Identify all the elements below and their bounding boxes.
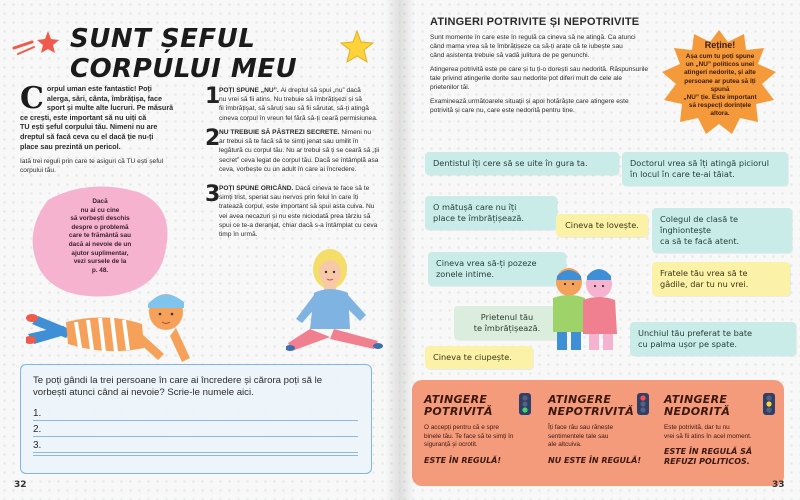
category-description xyxy=(664,424,776,441)
help-note-line: ajutor suplimentar, xyxy=(71,249,129,257)
category-description-line: Este potrivită, dar tu nu xyxy=(664,424,730,431)
category-verdict xyxy=(548,456,660,466)
intro-rules-text xyxy=(20,157,190,175)
rule-line: timp în urmă. xyxy=(219,231,258,239)
scenario-line: Prietenul tău xyxy=(480,312,534,322)
category-description-line: sentimentele tale sau xyxy=(548,432,609,440)
scenario-line: zonele intime. xyxy=(436,269,495,279)
paragraph-line: prietenilor tăi. xyxy=(430,83,470,91)
rule-number: 1 xyxy=(205,84,221,109)
rule-line: cineva corpul în vreun fel fără să-ți ceară permisiunea. xyxy=(219,114,378,122)
rule-line: ceva, vorbește cu un adult în care ai încredere. xyxy=(219,165,357,173)
scenario-card-dentist[interactable] xyxy=(425,152,619,175)
paragraph-3 xyxy=(430,98,658,116)
rule-line: vei avea necazuri și nu este niciodată prea târziu să xyxy=(219,212,371,220)
scenario-card-hit[interactable] xyxy=(556,214,648,237)
rule-number: 3 xyxy=(205,182,221,207)
scenario-card-aunt-hug[interactable] xyxy=(425,196,557,230)
paragraph-line: când asistenta trebuie să vadă julitura de pe genunchi. xyxy=(430,51,590,59)
category-verdict-line: ESTE ÎN REGULĂ! xyxy=(424,455,502,465)
answer-number: 1. xyxy=(33,408,42,419)
scenario-line: ca să te facă atent. xyxy=(660,236,740,246)
help-note-line: să vorbești deschis xyxy=(70,215,130,223)
boy-illustration xyxy=(26,278,194,374)
notice-line: „NU” ție. Este important xyxy=(683,94,757,102)
rule-line: Dacă cineva te face să te xyxy=(295,185,370,192)
rule-text xyxy=(219,184,385,239)
girl-illustration xyxy=(286,245,386,357)
paragraph-line: Sunt momente în care este în regulă ca cineva să ne atingă. Ca atunci xyxy=(430,34,636,41)
scenario-line: Doctorul vrea să îți atingă piciorul xyxy=(630,158,769,168)
intro-line: TU ești șeful corpului tău. Nimeni nu are xyxy=(20,122,158,132)
category-title-line: NEPOTRIVITĂ xyxy=(548,405,635,418)
traffic-light-yellow-icon xyxy=(762,392,776,418)
category-title xyxy=(664,394,776,418)
category-verdict-line: REFUZI POLITICOS. xyxy=(664,457,750,467)
rule-text xyxy=(219,128,385,174)
answer-line-2[interactable] xyxy=(33,423,358,437)
paragraph-line: potrivită și care nu, care este nedorită pentru tine. xyxy=(430,106,575,114)
paragraph-line: Examinează următoarele situații și apoi hotărăște care atingere este xyxy=(430,98,629,105)
notice-text xyxy=(678,40,762,119)
intro-line: dreptul să facă ceva cu el dacă ție nu-ți xyxy=(20,131,154,141)
rule-heading: NU TREBUIE SĂ PĂSTREZI SECRETE. xyxy=(219,129,342,136)
scenario-line: în locul în care te-ai tăiat. xyxy=(630,169,735,179)
category-description-line: binele tău. Te face să te simți în xyxy=(424,432,514,440)
notice-title: Reține! xyxy=(704,40,736,50)
category-title-line: POTRIVITĂ xyxy=(424,405,493,418)
scenario-line: gâdile, dar tu nu vrei. xyxy=(660,279,749,289)
help-note-line: nu ai cu cine xyxy=(80,206,120,214)
category-verdict xyxy=(664,447,776,467)
section-title: ATINGERI POTRIVITE ȘI NEPOTRIVITE xyxy=(430,16,640,28)
rule-heading: POȚI SPUNE ORICÂND. xyxy=(219,185,296,192)
intro-line: ce crești, este important să nu uiți că xyxy=(20,112,147,122)
notice-line: să respecți dorințele xyxy=(688,102,752,110)
intro-line: place sau prezintă un pericol. xyxy=(20,141,121,151)
category-title-line: ATINGERE xyxy=(424,393,488,406)
scenario-line: Colegul de clasă te înghiontește xyxy=(660,214,739,235)
scenario-line: Cineva te lovește. xyxy=(565,220,639,230)
scenario-line: cu palma ușor pe spate. xyxy=(638,339,737,349)
category-description-line: vrei să fii atins în acel moment. xyxy=(664,432,752,440)
question-line: vorbești atunci când ai nevoie? Scrie-le numele aici. xyxy=(33,387,254,398)
scenario-card-uncle[interactable] xyxy=(630,322,796,356)
scenario-card-tickle[interactable] xyxy=(652,262,790,296)
answer-number: 3. xyxy=(33,440,42,451)
intro-line: Iată trei reguli prin care te asiguri că TU ești șeful xyxy=(20,158,164,165)
rule-line: Nimeni nu xyxy=(341,129,372,136)
paragraph-line: tale privind atingerile dorite sau nedorite pot diferi mult de cele ale xyxy=(430,74,623,82)
help-note-line: Dacă xyxy=(92,198,108,205)
category-description-line: Îți face rău sau rănește xyxy=(548,424,614,431)
rule-line: Ai dreptul să spui „nu” dacă xyxy=(280,87,361,94)
answer-number: 2. xyxy=(33,424,42,435)
category-description xyxy=(548,424,660,450)
paragraph-line: când mama vrea să te îmbrățișeze ca să-ți arate că te iubește sau xyxy=(430,42,623,50)
category-verdict-line: ESTE ÎN REGULĂ SĂ xyxy=(664,447,753,457)
scenario-line: Cineva vrea să-ți pozeze xyxy=(436,258,537,268)
help-note xyxy=(52,198,148,275)
scenario-line: Unchiul tău preferat te bate xyxy=(638,328,753,338)
kids-hugging-illustration xyxy=(545,262,625,354)
notice-line: altora. xyxy=(710,110,730,118)
intro-line: orpul uman este fantastic! Poți xyxy=(46,84,152,93)
question-text xyxy=(33,375,363,399)
notice-line: persoane ar putea să îți spună xyxy=(684,77,756,93)
category-description-line: ale altcuiva. xyxy=(548,441,582,449)
category-unwanted xyxy=(664,394,776,467)
intro-line: alerga, sări, cânta, îmbrățișa, face xyxy=(46,93,162,103)
page-number: 32 xyxy=(14,480,27,490)
scenario-line: Cineva te ciupește. xyxy=(433,352,512,362)
category-description-line: O accepți pentru că e spre xyxy=(424,424,499,431)
rule-line: nu vrei să fii atins. Nu trebuie să îmbrățișezi și să xyxy=(219,96,362,104)
rule-line: simți trist, speriat sau nervos prin felul în care îți xyxy=(219,194,359,202)
category-verdict-line: NU ESTE ÎN REGULĂ! xyxy=(548,455,641,465)
category-description-line: siguranță și ocrotit. xyxy=(424,441,478,449)
rule-line: secret” ceva legat de corpul tău. Dacă se întâmplă asa xyxy=(219,156,379,164)
help-note-line: despre o problemă xyxy=(71,223,129,231)
category-title-line: NEDORITĂ xyxy=(664,405,731,418)
scenario-line: te îmbrățișează. xyxy=(473,323,541,333)
category-title-line: ATINGERE xyxy=(664,393,728,406)
answer-line-4[interactable] xyxy=(33,455,358,456)
rule-line: fii îmbrățișat, să săruți sau să fii sărutat, să-ți atingă xyxy=(219,105,369,113)
scenario-line: O mătușă care nu îți xyxy=(433,202,517,212)
intro-paragraph xyxy=(20,81,190,151)
drop-cap: C xyxy=(20,81,44,116)
question-line: Te poți gândi la trei persoane în care ai încredere și cărora poți să le xyxy=(33,375,323,386)
paragraph-1 xyxy=(430,34,658,60)
scenario-line: Fratele tău vrea să te xyxy=(660,268,748,278)
answer-line-1[interactable] xyxy=(33,407,358,421)
rule-text xyxy=(219,86,385,123)
notice-line: un „NU” politicos unei xyxy=(685,61,755,69)
rule-2 xyxy=(205,128,385,174)
help-note-line: dacă ai nevoie de un xyxy=(68,240,132,248)
help-note-line: p. 48. xyxy=(91,266,109,274)
notice-body xyxy=(678,53,762,119)
notice-line: Așa cum tu poți spune xyxy=(685,53,755,60)
intro-line: corpului tău. xyxy=(20,167,56,174)
rule-heading: POȚI SPUNE „NU”. xyxy=(219,87,281,94)
notice-line: atingeri nedorite, și alte xyxy=(684,69,756,77)
rule-line: spui ce te-a deranjat, chiar dacă s-a întâmplat cu ceva xyxy=(219,221,378,229)
intro-text xyxy=(20,81,190,151)
scenario-line: place te îmbrățișează. xyxy=(433,213,525,223)
scenario-line: Dentistul îți cere să se uite în gura ta. xyxy=(433,158,588,168)
traffic-light-red-icon xyxy=(636,392,650,418)
scenario-card-pinch[interactable] xyxy=(425,346,533,369)
trusted-people-box xyxy=(20,364,372,474)
category-description xyxy=(424,424,536,450)
paragraph-2 xyxy=(430,66,658,92)
category-verdict xyxy=(424,456,536,466)
rule-line: tratează corpul, este important să spui asta cuiva. Nu xyxy=(219,203,375,211)
page-title: SUNT ȘEFUL CORPULUI MEU xyxy=(70,24,298,84)
category-title-line: ATINGERE xyxy=(548,393,612,406)
traffic-light-green-icon xyxy=(518,392,532,418)
rule-3 xyxy=(205,184,385,239)
help-note-line: vezi sursele de la xyxy=(73,258,127,266)
help-note-line: care te frământă sau xyxy=(68,232,132,240)
paragraph-line: Atingerea potrivită este pe care și tu ți-o dorești sau nedorită. Răspunsurile xyxy=(430,66,649,73)
intro-line: sport și multe alte lucruri. Pe măsură xyxy=(46,103,174,113)
red-shooting-star-icon xyxy=(12,28,62,56)
rule-line: ar trebui să te facă să te simți jenat sau umilit în xyxy=(219,138,359,146)
scenario-card-classmate[interactable] xyxy=(652,208,792,253)
scenario-card-doctor[interactable] xyxy=(622,152,788,186)
book-gutter xyxy=(385,0,415,500)
rule-1 xyxy=(205,86,385,123)
yellow-star-icon xyxy=(340,30,374,64)
page-number: 33 xyxy=(772,480,785,490)
rule-line: legătură cu corpul tău. Nu ar trebui să ți se ceară să „ții xyxy=(219,147,380,155)
rule-number: 2 xyxy=(205,126,221,151)
answer-line-3[interactable] xyxy=(33,439,358,453)
